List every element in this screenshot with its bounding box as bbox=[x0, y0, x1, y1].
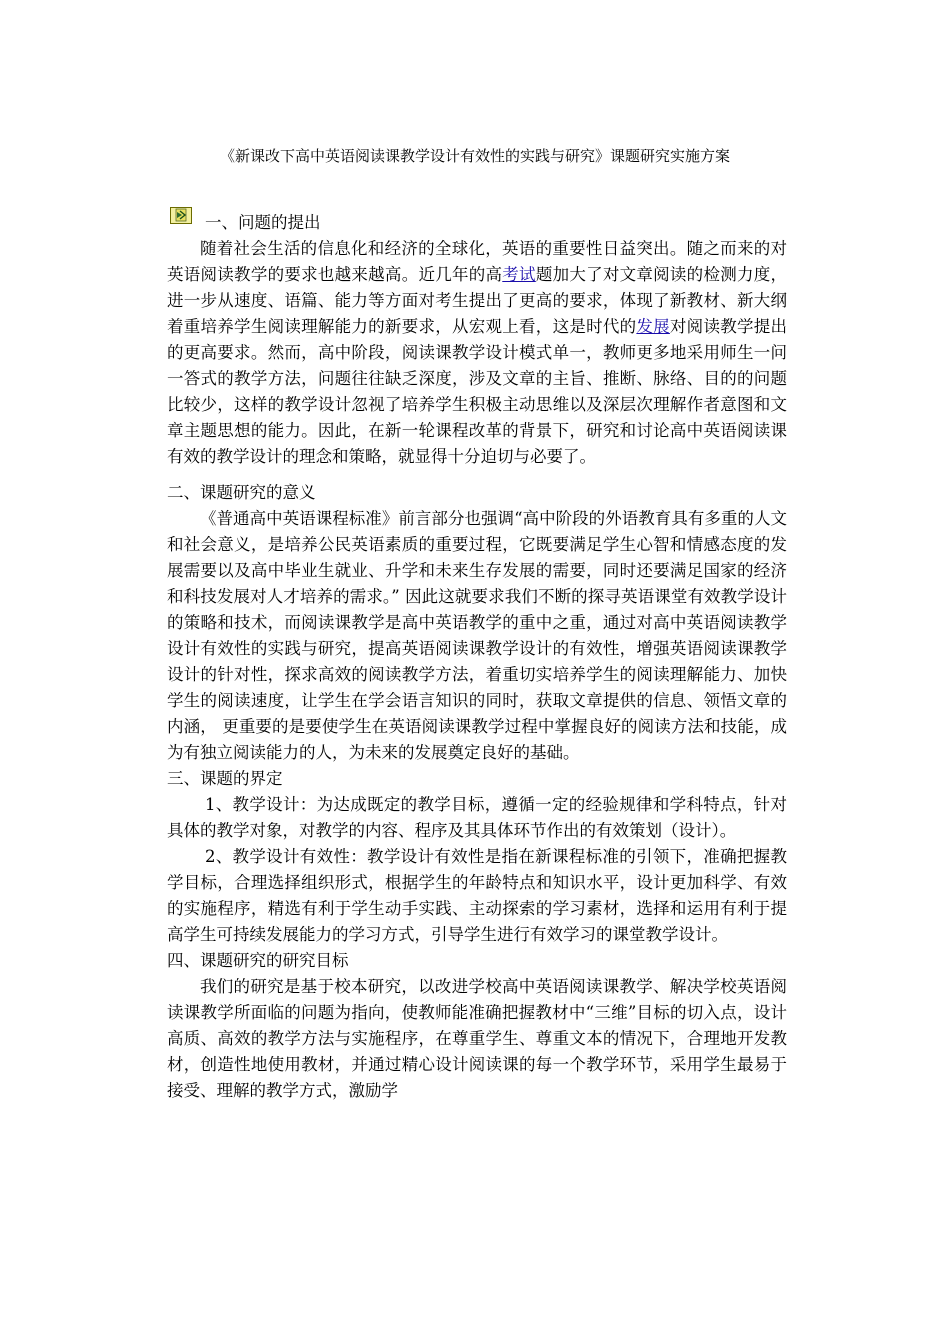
section-1-paragraph bbox=[167, 236, 787, 470]
section-heading-3: 三、课题的界定 bbox=[167, 769, 283, 788]
text-run: 随着社会生活的信息化和经济的全球化，英语的重要性日益突出。随之而来的对英语阅读教学的要求也越来越高。近几年的高 bbox=[167, 239, 787, 284]
document-title: 《新课改下高中英语阅读课教学设计有效性的实践与研究》课题研究实施方案 bbox=[219, 147, 730, 165]
link-kaoshi[interactable]: 考试 bbox=[502, 265, 536, 284]
section-heading-2: 二、课题研究的意义 bbox=[167, 483, 316, 502]
section-3-paragraph-1: 1、教学设计：为达成既定的教学目标，遵循一定的经验规律和学科特点，针对具体的教学对象，对教学的内容、程序及其具体环节作出的有效策划（设计）。 bbox=[167, 795, 787, 840]
link-fazhan[interactable]: 发展 bbox=[636, 317, 670, 336]
text-run: 对阅读教学提出的更高要求。然而，高中阶段，阅读课教学设计模式单一，教师更多地采用师生一问一答式的教学方法，问题往往缺乏深度，涉及文章的主旨、推断、脉络、目的的问题比较少，这样的教学设计忽视了培养学生积极主动思维以及深层次理解作者意图和文章主题思想的能力。因此，在新一轮课程改革的背景下，研究和讨论高中英语阅读课有效的教学设计的理念和策略，就显得十分迫切与必要了。 bbox=[167, 317, 788, 466]
section-4-paragraph: 我们的研究是基于校本研究，以改进学校高中英语阅读课教学、解决学校英语阅读课教学所面临的问题为指向，使教师能准确把握教材中“三维”目标的切入点，设计高质、高效的教学方法与实施程序，在尊重学生、尊重文本的情况下，合理地开发教材，创造性地使用教材，并通过精心设计阅读课的每一个教学环节，采用学生最易于接受、理解的教学方式，激励学 bbox=[167, 977, 787, 1100]
text-run: 题加大了对文章阅读的检测力度，进一步从速度、语篇、能力等方面对考生提出了更高的要求，体现了新教材、新大纲着重培养学生阅读理解能力的新要求，从宏观上看，这是时代的 bbox=[167, 265, 788, 336]
section-3-paragraph-2: 2、教学设计有效性：教学设计有效性是指在新课程标准的引领下，准确把握教学目标，合理选择组织形式，根据学生的年龄特点和知识水平，设计更加科学、有效的实施程序，精选有利于学生动手实践、主动探索的学习素材，选择和运用有利于提高学生可持续发展能力的学习方式，引导学生进行有效学习的课堂教学设计。 bbox=[167, 847, 787, 944]
section-heading-4: 四、课题研究的研究目标 bbox=[167, 951, 349, 970]
section-2-paragraph: 《普通高中英语课程标准》前言部分也强调“高中阶段的外语教育具有多重的人文和社会意义，是培养公民英语素质的重要过程，它既要满足学生心智和情感态度的发展需要以及高中毕业生就业、升学和未来生存发展的需要，同时还要满足国家的经济和科技发展对人才培养的需求。” 因此这就要求我们不断的探寻英语课堂有效教学设计的策略和技术，而阅读课教学是高中英语教学的重中之重，通过对高中英语阅读教学设计有效性的实践与研究，提高英语阅读课教学设计的有效性，增强英语阅读课教学设计的针对性，探求高效的阅读教学方法，着重切实培养学生的阅读理解能力、加快学生的阅读速度，让学生在学会语言知识的同时，获取文章提供的信息、领悟文章的内涵， 更重要的是要使学生在英语阅读课教学过程中掌握良好的阅读方法和技能，成为有独立阅读能力的人，为未来的发展奠定良好的基础。 bbox=[167, 509, 787, 762]
document-body bbox=[167, 210, 787, 1104]
section-heading-1: 一、问题的提出 bbox=[205, 213, 321, 232]
